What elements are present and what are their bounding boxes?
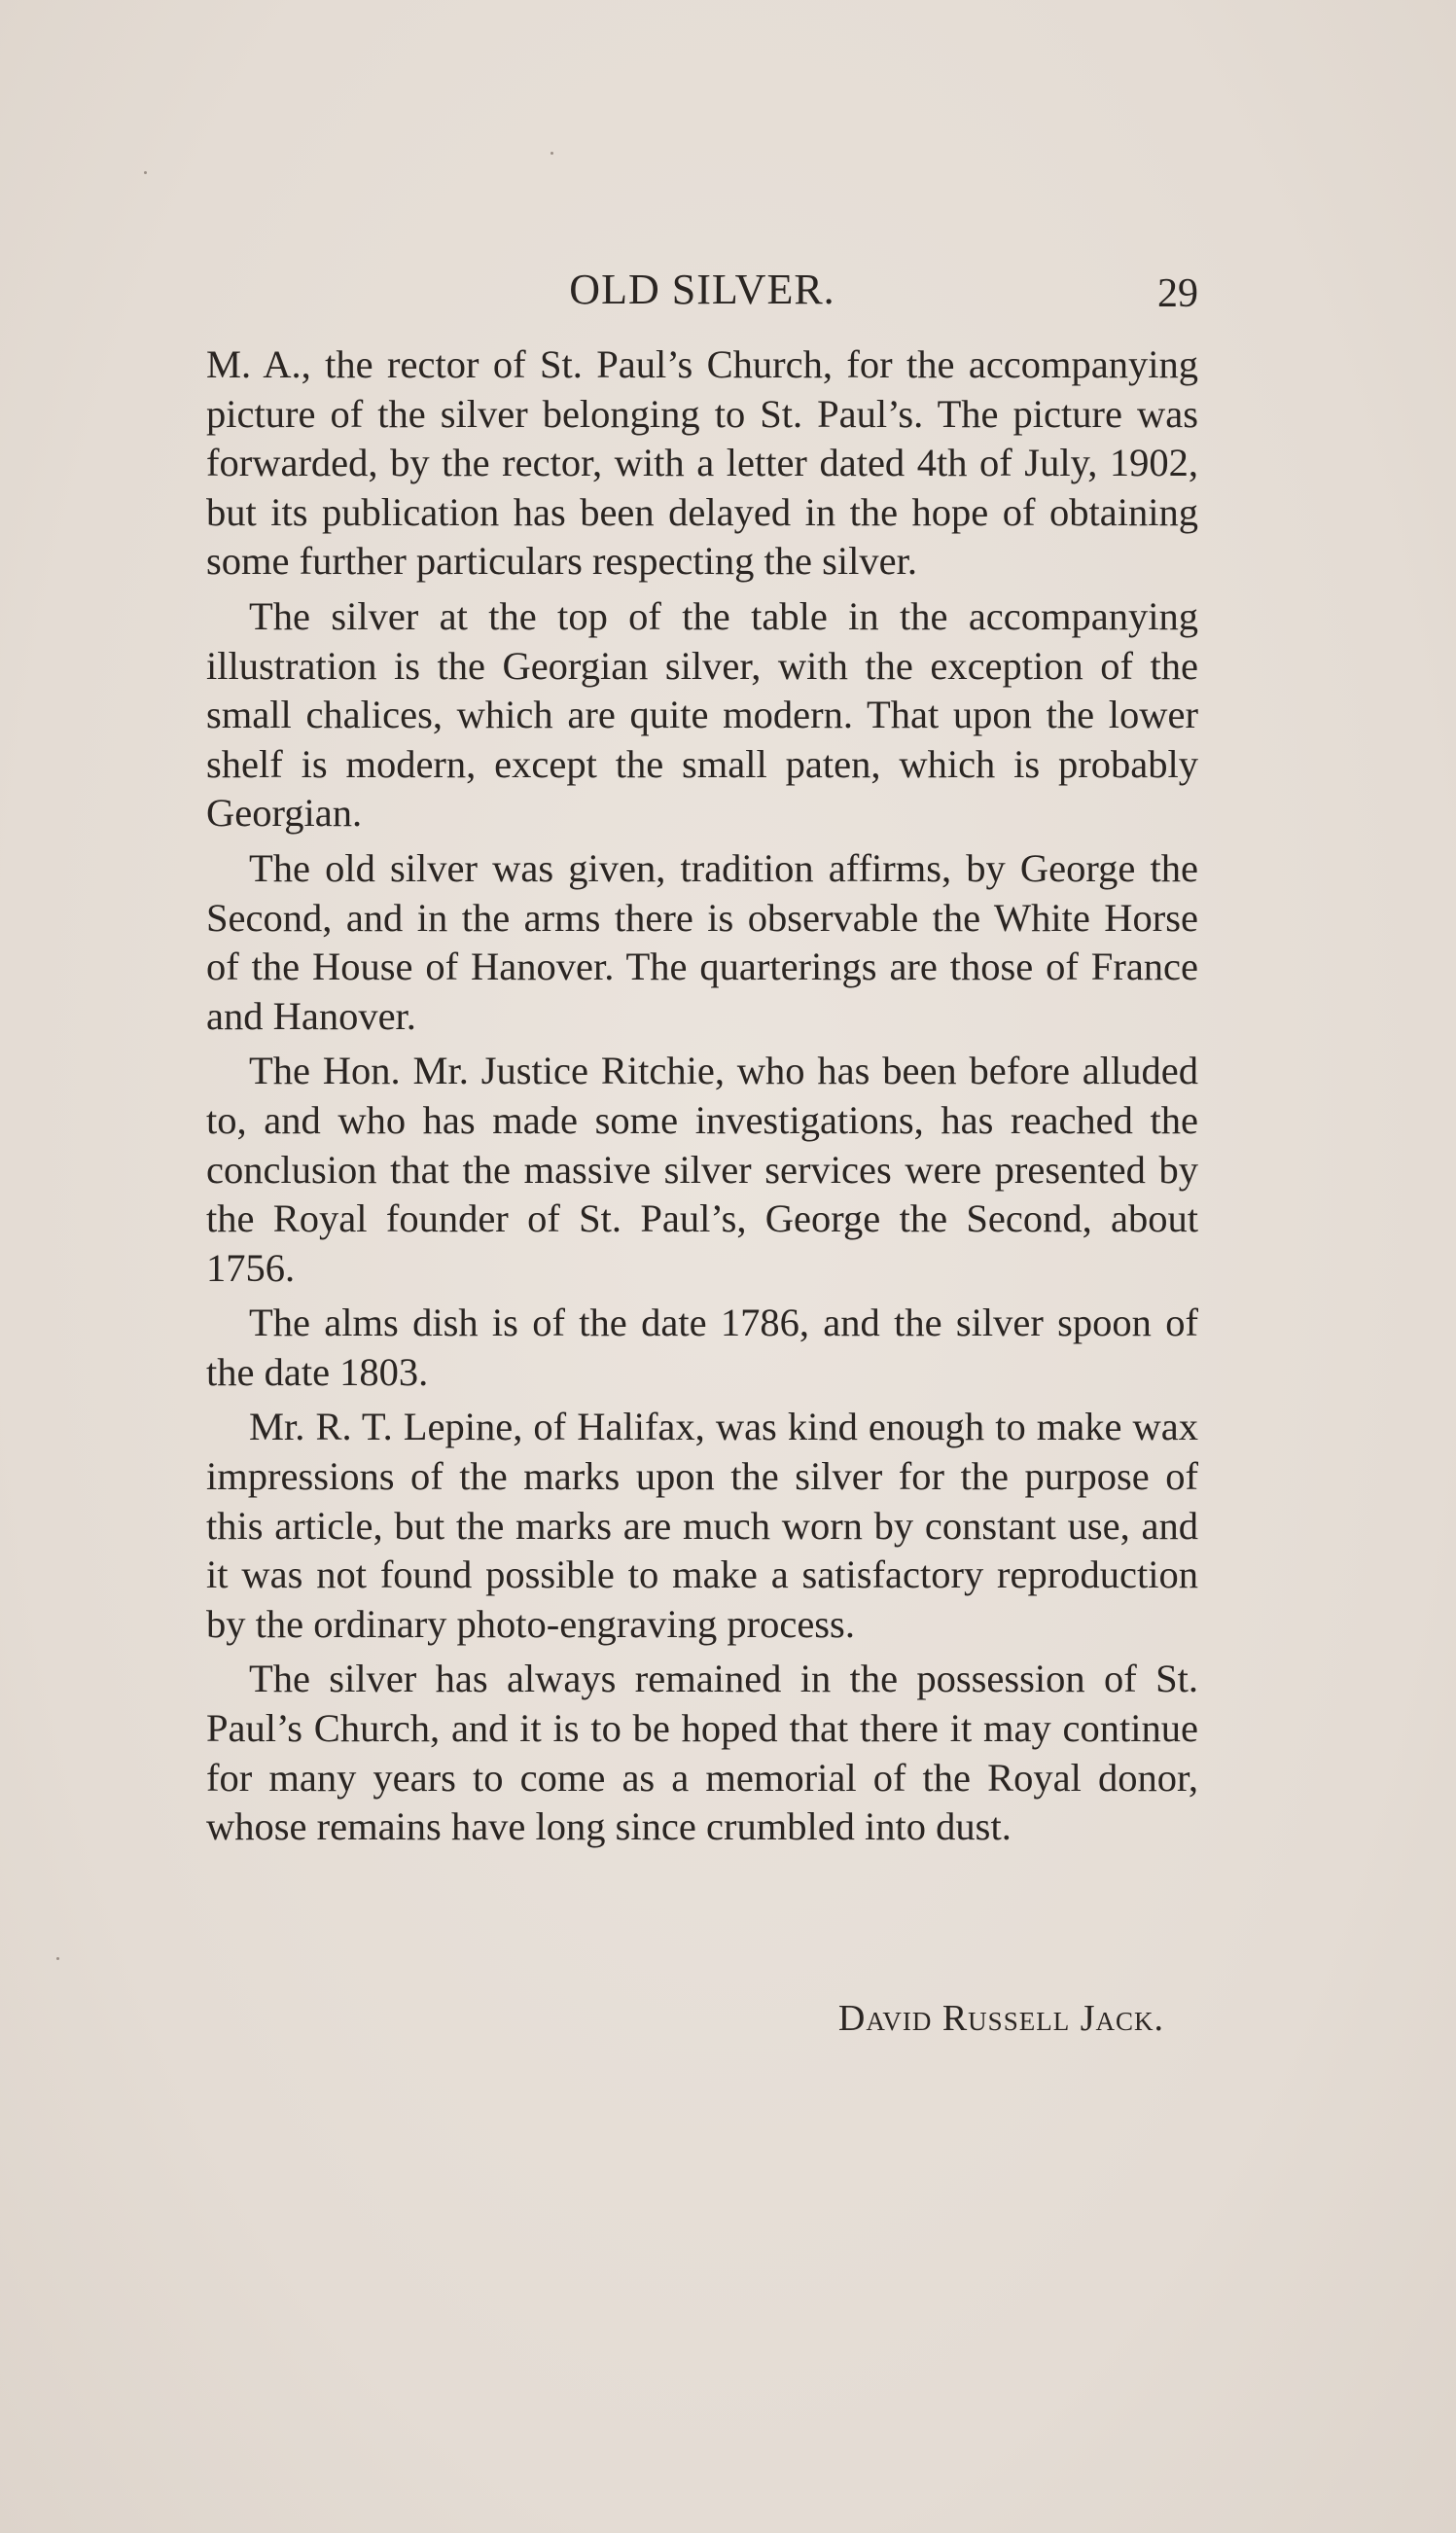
paragraph: The old silver was given, tradition affirms, by George the Second, and in the arms there is observable the White Horse of the House of Hanover. The quarterings are those of France and Hanover.: [206, 845, 1198, 1038]
running-title: OLD SILVER.: [569, 266, 835, 313]
paragraph: The silver has always remained in the possession of St. Paul’s Church, and it is to be hoped that there it may continue for many years to come as a memorial of the Royal donor, whose remains have long since crumbled into dust.: [206, 1657, 1198, 1849]
paragraph: Mr. R. T. Lepine, of Halifax, was kind enough to make wax impressions of the marks upon the silver for the purpose of this article, but the marks are much worn by constant use, and it was not found possible to make a satisfactory reproduction by the ordinary photo-engraving process.: [206, 1405, 1198, 1646]
paper-speck: [56, 1957, 59, 1960]
paragraph: The silver at the top of the table in the accompanying illustration is the Georgian silver, with the exception of the small chalices, which are quite modern. That upon the lower shelf is modern, except the small paten, which is probably Georgian.: [206, 593, 1198, 836]
paper-speck: [550, 152, 553, 155]
paragraph: The Hon. Mr. Justice Ritchie, who has been before alluded to, and who has made some investigations, has reached the conclusion that the massive silver services were presented by the Royal founder of St. Paul’s, George the Second, about 1756.: [206, 1049, 1198, 1290]
paragraph: M. A., the rector of St. Paul’s Church, for the accompanying picture of the silver belonging to St. Paul’s. The picture was forwarded, by the rector, with a letter dated 4th of July, 1902, but its publication has been delayed in the hope of obtaining some further particulars respecting the silver.: [206, 342, 1198, 584]
paper-speck: [144, 171, 147, 174]
body-text: [206, 340, 1198, 1858]
paragraph: The alms dish is of the date 1786, and the silver spoon of the date 1803.: [206, 1301, 1198, 1394]
page-number: 29: [1157, 271, 1198, 316]
author-signature: David Russell Jack.: [837, 1998, 1164, 2039]
running-head: [206, 261, 1198, 319]
